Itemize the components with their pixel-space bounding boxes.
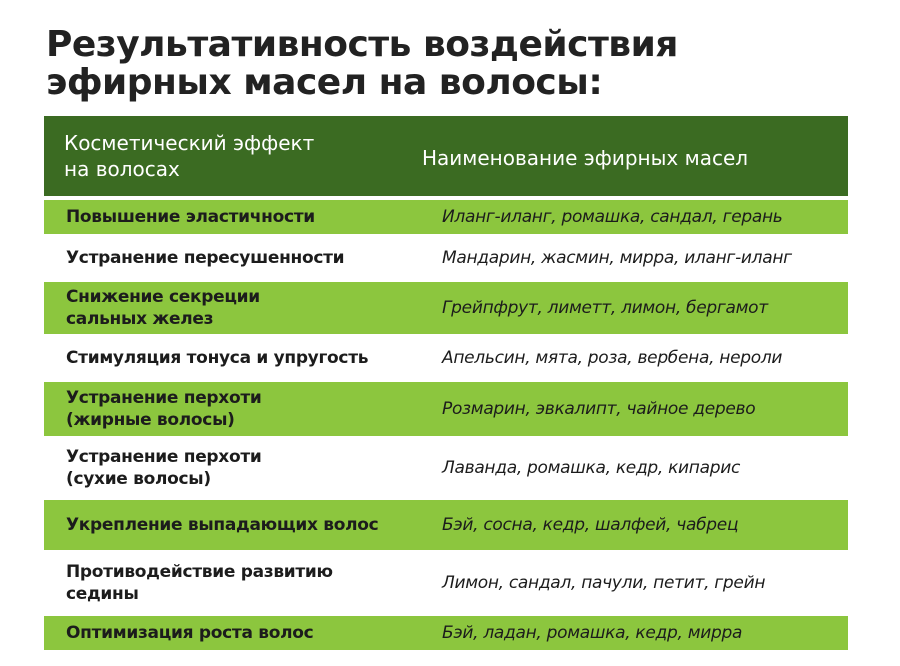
oils-cell: Апельсин, мята, роза, вербена, нероли [442,348,783,368]
effect-cell [44,514,426,536]
oils-cell: Бэй, сосна, кедр, шалфей, чабрец [442,515,739,535]
table-row [44,382,848,436]
effect-line-1: Устранение перхоти [66,447,262,467]
effect-cell [44,561,426,605]
effect-line-2: сальных желез [66,309,214,329]
effect-cell [44,347,426,369]
table-header [44,116,848,196]
effect-cell [44,206,426,228]
effect-line-1: Противодействие развитию [66,562,333,582]
title-line-2: эфирных масел на волосы: [46,62,603,103]
oils-table [44,116,848,650]
oils-cell: Грейпфрут, лиметт, лимон, бергамот [442,298,768,318]
oils-cell: Розмарин, эвкалипт, чайное дерево [442,399,756,419]
header-effect-line-1: Косметический эффект [64,131,315,155]
table-row [44,616,848,650]
oils-cell: Лаванда, ромашка, кедр, кипарис [442,458,741,478]
effect-cell [44,622,426,644]
effect-line-1: Оптимизация роста волос [66,623,314,643]
effect-line-1: Повышение эластичности [66,207,315,227]
table-row [44,500,848,550]
oils-cell: Лимон, сандал, пачули, петит, грейн [442,573,766,593]
effect-cell [44,286,426,330]
effect-line-2: (жирные волосы) [66,410,235,430]
effect-line-2: седины [66,584,139,604]
table-row [44,282,848,334]
title-line-1: Результативность воздействия [46,24,678,65]
effect-line-1: Стимуляция тонуса и упругость [66,348,369,368]
table-row [44,238,848,278]
oils-cell: Бэй, ладан, ромашка, кедр, мирра [442,623,743,643]
table-row [44,554,848,612]
effect-cell [44,247,426,269]
header-oils-column: Наименование эфирных масел [422,146,749,170]
effect-line-1: Устранение перхоти [66,388,262,408]
effect-cell [44,387,426,431]
table-row [44,200,848,234]
effect-cell [44,446,426,490]
effect-line-1: Укрепление выпадающих волос [66,515,379,535]
page-title [46,26,846,102]
header-effect-line-2: на волосах [64,157,180,181]
effect-line-2: (сухие волосы) [66,469,211,489]
oils-cell: Иланг-иланг, ромашка, сандал, герань [442,207,783,227]
oils-cell: Мандарин, жасмин, мирра, иланг-иланг [442,248,792,268]
effect-line-1: Устранение пересушенности [66,248,345,268]
table-row [44,440,848,496]
table-row [44,338,848,378]
effect-line-1: Снижение секреции [66,287,260,307]
header-effect-column [44,116,416,196]
